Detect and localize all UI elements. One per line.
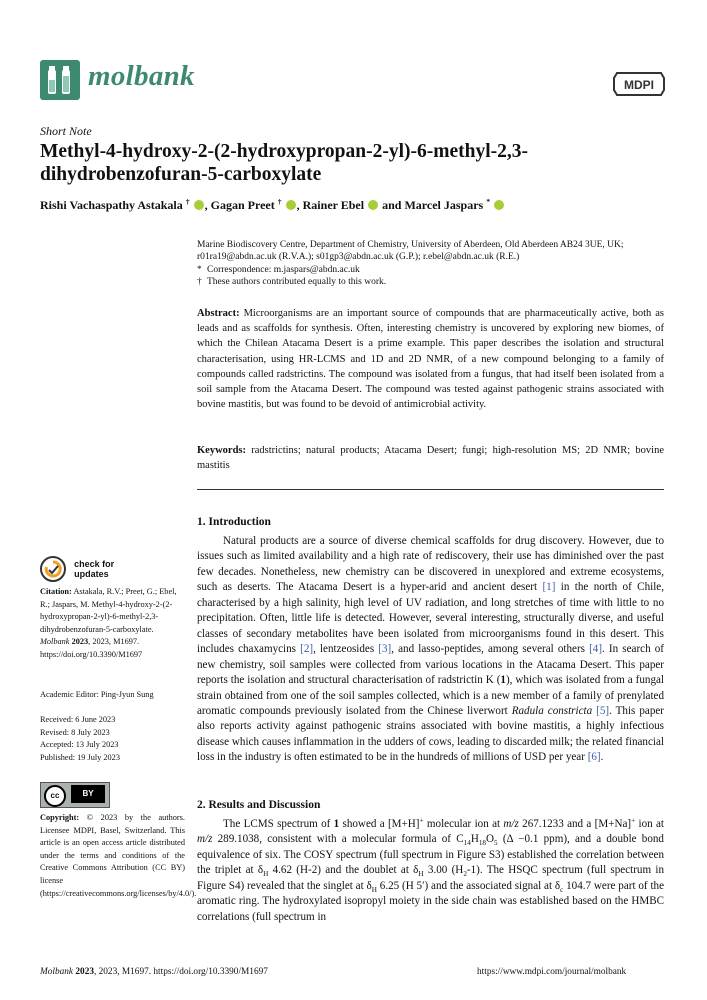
correspondence[interactable]: Correspondence: m.jaspars@abdn.ac.uk: [207, 264, 360, 275]
author-separator: and: [379, 198, 405, 212]
section-heading-results: 2. Results and Discussion: [197, 799, 321, 811]
author-mark: †: [277, 197, 282, 206]
reference-link[interactable]: [6]: [587, 751, 601, 764]
text-span: H: [470, 833, 479, 846]
author-name: Rainer Ebel: [302, 198, 365, 212]
reference-link[interactable]: [5]: [596, 704, 610, 717]
footer-year: 2023: [75, 967, 94, 977]
text-span: , lentzeosides: [313, 643, 379, 656]
article-type: Short Note: [40, 124, 92, 138]
correspondence-mark: *: [197, 264, 202, 275]
subscript: c: [560, 886, 564, 895]
footer-citation: [40, 967, 268, 977]
subscript: 2: [463, 870, 467, 879]
author-separator: ,: [296, 198, 303, 212]
date-published: Published: 19 July 2023: [40, 752, 120, 762]
affiliation-line: Marine Biodiscovery Centre, Department of Chemistry, University of Aberdeen, Old Aberdeen AB24 3UE, UK;: [197, 240, 624, 250]
text-span: showed a [M+H]: [339, 818, 420, 830]
keywords-label: Keywords:: [197, 445, 246, 456]
mdpi-logo-icon: [612, 68, 666, 104]
affiliations: [197, 239, 667, 289]
footer-journal: Molbank: [40, 967, 74, 977]
keywords: [197, 443, 664, 473]
subscript: H: [263, 870, 269, 879]
subscript: H: [371, 886, 377, 895]
text-span: .: [600, 751, 604, 764]
author-name: Marcel Jaspars: [404, 198, 484, 212]
citation-rest[interactable]: , 2023, M1697. https://doi.org/10.3390/M1697: [40, 637, 143, 659]
date-revised: Revised: 8 July 2023: [40, 727, 110, 737]
footer-doi[interactable]: , 2023, M1697. https://doi.org/10.3390/M1697: [93, 967, 268, 977]
reference-link[interactable]: [2]: [300, 643, 314, 656]
citation-journal: Molbank: [40, 637, 70, 647]
academic-editor: Academic Editor: Ping-Jyun Sung: [40, 690, 154, 699]
text-span: 267.1233 and a [M+Na]: [518, 818, 632, 830]
mdpi-logo-text: MDPI: [624, 78, 654, 92]
subscript: 14: [463, 839, 471, 848]
check-updates-line1: check for: [74, 559, 115, 569]
copyright-notice: [40, 812, 197, 900]
text-span: . This paper also reports activity against pathogenic strains associated with bovine mastitis, a highly infectious disease which causes inflammation in the udders of cows, leading to discarded milk; the related financial loss in the industry is often estimated to be in the hundreds of millions of USD per year: [197, 704, 664, 764]
text-span: -1). The HSQC spectrum (full spectrum in Figure S4) revealed that the singlet at δ: [197, 864, 664, 892]
author-name: Gagan Preet: [210, 198, 275, 212]
orcid-icon[interactable]: [368, 200, 378, 210]
molbank-logo-icon: [40, 60, 80, 100]
copyright-text: © 2023 by the authors. Licensee MDPI, Basel, Switzerland. This article is an open access article distributed under the terms and conditions of the Creative Commons Attribution (CC BY) license (https://creativecommons.org/licenses/by/4.0/).: [40, 813, 197, 898]
author-separator: ,: [204, 198, 211, 212]
keywords-text: radstrictins; natural products; Atacama Desert; fungi; high-resolution MS; 2D NMR; bovine mastitis: [197, 445, 664, 472]
date-received: Received: 6 June 2023: [40, 715, 116, 724]
text-span: 289.1038, consistent with a molecular formula of C: [212, 833, 464, 846]
reference-link[interactable]: [1]: [542, 581, 556, 594]
journal-name: molbank: [88, 60, 195, 92]
orcid-icon[interactable]: [286, 200, 296, 210]
abstract-label: Abstract:: [197, 308, 240, 319]
text-span: 4.62 (H-2) and the doublet at δ: [268, 864, 419, 877]
text-span: ion at: [635, 818, 664, 830]
introduction-paragraph: [197, 534, 664, 766]
text-span: (Δ −0.1 ppm), and a double bond equivalence of six. The COSY spectrum (full spectrum in Figure S3) established the correlation between the triplet at δ: [197, 833, 664, 877]
citation-label: Citation:: [40, 587, 72, 596]
species-name: Radula constricta: [511, 704, 593, 717]
equal-contribution-mark: †: [197, 277, 202, 288]
section-heading-introduction: 1. Introduction: [197, 516, 271, 528]
check-updates-icon: [40, 556, 66, 582]
citation-year: 2023: [71, 637, 89, 647]
mz-label: m/z: [503, 818, 519, 830]
copyright-label: Copyright:: [40, 813, 80, 822]
text-span: . In search of new chemistry, soil samples were collected from various locations in the Atacama Desert. This paper reports the isolation and structural characterisation of radstrictin K (: [197, 643, 664, 687]
subscript: H: [418, 870, 424, 879]
subscript: 18: [478, 839, 487, 848]
text-span: , and lasso-peptides, among several others: [391, 643, 590, 656]
text-span: 3.00 (H: [423, 864, 464, 877]
results-paragraph: [197, 817, 664, 925]
cc-by-license-badge[interactable]: [40, 782, 110, 808]
footer-journal-url[interactable]: https://www.mdpi.com/journal/molbank: [477, 967, 627, 977]
superscript: +: [631, 816, 636, 825]
compound-number: 1: [333, 818, 340, 830]
author-list: [40, 198, 505, 213]
cc-icon: cc: [44, 785, 66, 807]
date-accepted: Accepted: 13 July 2023: [40, 740, 119, 750]
check-for-updates-button[interactable]: [40, 556, 114, 582]
mz-label: m/z: [197, 833, 213, 846]
abstract: [197, 306, 664, 412]
subscript: 5: [494, 839, 498, 848]
text-span: The LCMS spectrum of: [223, 818, 334, 830]
publication-dates: [40, 714, 185, 764]
text-span: in the north of Chile, characterised by a high salinity, high level of UV radiation, and long stretches of time with little to no precipitation. Often, little life is detected. However, several interesting, structurally diverse, and useful classes of secondary metabolites have been isolated from microorganisms found in this desert. This includes chaxamycins: [197, 581, 664, 656]
check-updates-line2: updates: [74, 569, 109, 579]
article-title: Methyl-4-hydroxy-2-(2-hydroxypropan-2-yl)-6-methyl-2,3-dihydrobenzofuran-5-carboxylate: [40, 141, 529, 185]
text-span: molecular ion at: [423, 818, 504, 830]
text-span: 104.7 were part of the aromatic ring. The hydroxylated isopropyl moiety in the side chain was established based on the HMBC correlations (full spectrum in: [197, 879, 664, 923]
author-mark: *: [486, 197, 491, 206]
by-icon: BY: [71, 785, 105, 803]
superscript: +: [419, 816, 424, 825]
reference-link[interactable]: [3]: [378, 643, 392, 656]
compound-number: 1: [500, 674, 506, 687]
section-divider: [197, 489, 664, 490]
text-span: Natural products are a source of diverse chemical scaffolds for drug discovery. However, due to issues such as limited availability and a high rate of rediscovery, their use has diminished over the past few decades. Nonetheless, new chemistry can be discovered in unexplored and extreme ecosystems, such as deserts. The Atacama Desert is a hyper-arid and ancient desert: [197, 535, 664, 594]
citation-text: Astakala, R.V.; Preet, G.; Ebel, R.; Jaspars, M. Methyl-4-hydroxy-2-(2-hydroxypropan-2-yl)-6-methyl-2,3-dihydrobenzofuran-5-carboxylate.: [40, 587, 177, 634]
author-mark: †: [185, 197, 190, 206]
abstract-text: Microorganisms are an important source of compounds that are pharmaceutically active, both as leads and as scaffolds for synthesis. Often, interesting chemistry is uncovered by exploring new biomes, of which the Chilean Atacama Desert is a prime example. This paper describes the isolation and structural characterisation, using HR-LCMS and 1D and 2D NMR, of a new compound belonging to a family of compounds called radstrictins. The compound was isolated from a fungus, that had itself been isolated from a soil sample from the Atacama Desert. The compound was tested against pathogenic strains associated with bovine mastitis, but was found to be devoid of antimicrobial activity.: [197, 308, 665, 411]
text-span: 6.25 (H 5′) and the associated signal at δ: [376, 879, 561, 892]
equal-contribution-note: These authors contributed equally to this work.: [207, 277, 387, 288]
reference-link[interactable]: [4]: [589, 643, 603, 656]
orcid-icon[interactable]: [494, 200, 504, 210]
citation: [40, 586, 185, 662]
orcid-icon[interactable]: [194, 200, 204, 210]
author-name: Rishi Vachaspathy Astakala: [40, 198, 183, 212]
text-span: ), which was isolated from a fungal strain obtained from one of the soil samples collected, which is a new member of a family of prenylated aromatic compounds previously isolated from the Chinese liverwort: [197, 674, 664, 717]
affiliation-emails: r01ra19@abdn.ac.uk (R.V.A.); s01gp3@abdn.ac.uk (G.P.); r.ebel@abdn.ac.uk (R.E.): [197, 252, 520, 263]
text-span: O: [486, 833, 495, 846]
